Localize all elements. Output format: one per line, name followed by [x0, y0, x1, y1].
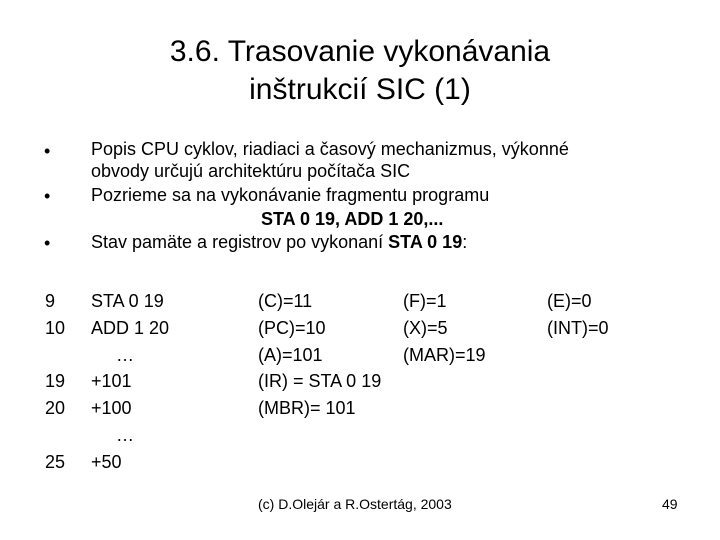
- bullet-marker-1: •: [44, 141, 51, 161]
- memory-address: 10: [45, 318, 66, 338]
- slide-title-line1: 3.6. Trasovanie vykonávania: [169, 35, 551, 68]
- register-value: (A)=101: [258, 345, 323, 365]
- bullet-1-line1: Popis CPU cyklov, riadiaci a časový mechanizmus, výkonné: [91, 139, 569, 159]
- memory-content: ADD 1 20: [91, 318, 170, 338]
- register-value: (E)=0: [547, 291, 592, 311]
- bullet-2-text: Pozrieme sa na vykonávanie fragmentu programu: [91, 185, 490, 205]
- register-value: (F)=1: [403, 291, 447, 311]
- bullet-3-suffix: :: [462, 232, 468, 252]
- register-value: (MAR)=19: [403, 345, 486, 365]
- register-value: (PC)=10: [258, 318, 326, 338]
- bullet-3-text: [91, 231, 467, 253]
- bullet-1-line2: obvody určujú architektúru počítača SIC: [91, 161, 411, 181]
- memory-address: 9: [45, 291, 56, 311]
- memory-ellipsis: …: [116, 345, 134, 365]
- slide-title: [0, 33, 720, 109]
- slide-title-line2: inštrukcií SIC (1): [249, 73, 471, 106]
- register-value: (IR) = STA 0 19: [258, 371, 382, 391]
- memory-content: +100: [91, 398, 132, 418]
- slide-footer: (c) D.Olejár a R.Ostertág, 2003: [258, 496, 452, 512]
- register-value: (INT)=0: [547, 318, 609, 338]
- memory-content: STA 0 19: [91, 291, 164, 311]
- memory-content: +101: [91, 371, 132, 391]
- bullet-marker-2: •: [44, 186, 51, 206]
- register-value: (X)=5: [403, 318, 448, 338]
- bullet-3-bold: STA 0 19: [388, 232, 463, 252]
- register-value: (C)=11: [258, 291, 313, 311]
- memory-address: 20: [45, 398, 66, 418]
- bullet-3-prefix: Stav pamäte a registrov po vykonaní: [91, 232, 389, 252]
- memory-address: 25: [45, 452, 66, 472]
- bullet-1-text: [91, 138, 569, 182]
- memory-address: 19: [45, 371, 66, 391]
- page-number: 49: [662, 496, 678, 512]
- memory-content: +50: [91, 452, 122, 472]
- register-value: (MBR)= 101: [258, 398, 356, 418]
- memory-ellipsis: …: [116, 425, 134, 445]
- bullet-2-code: STA 0 19, ADD 1 20,...: [261, 209, 444, 229]
- bullet-marker-3: •: [44, 233, 51, 253]
